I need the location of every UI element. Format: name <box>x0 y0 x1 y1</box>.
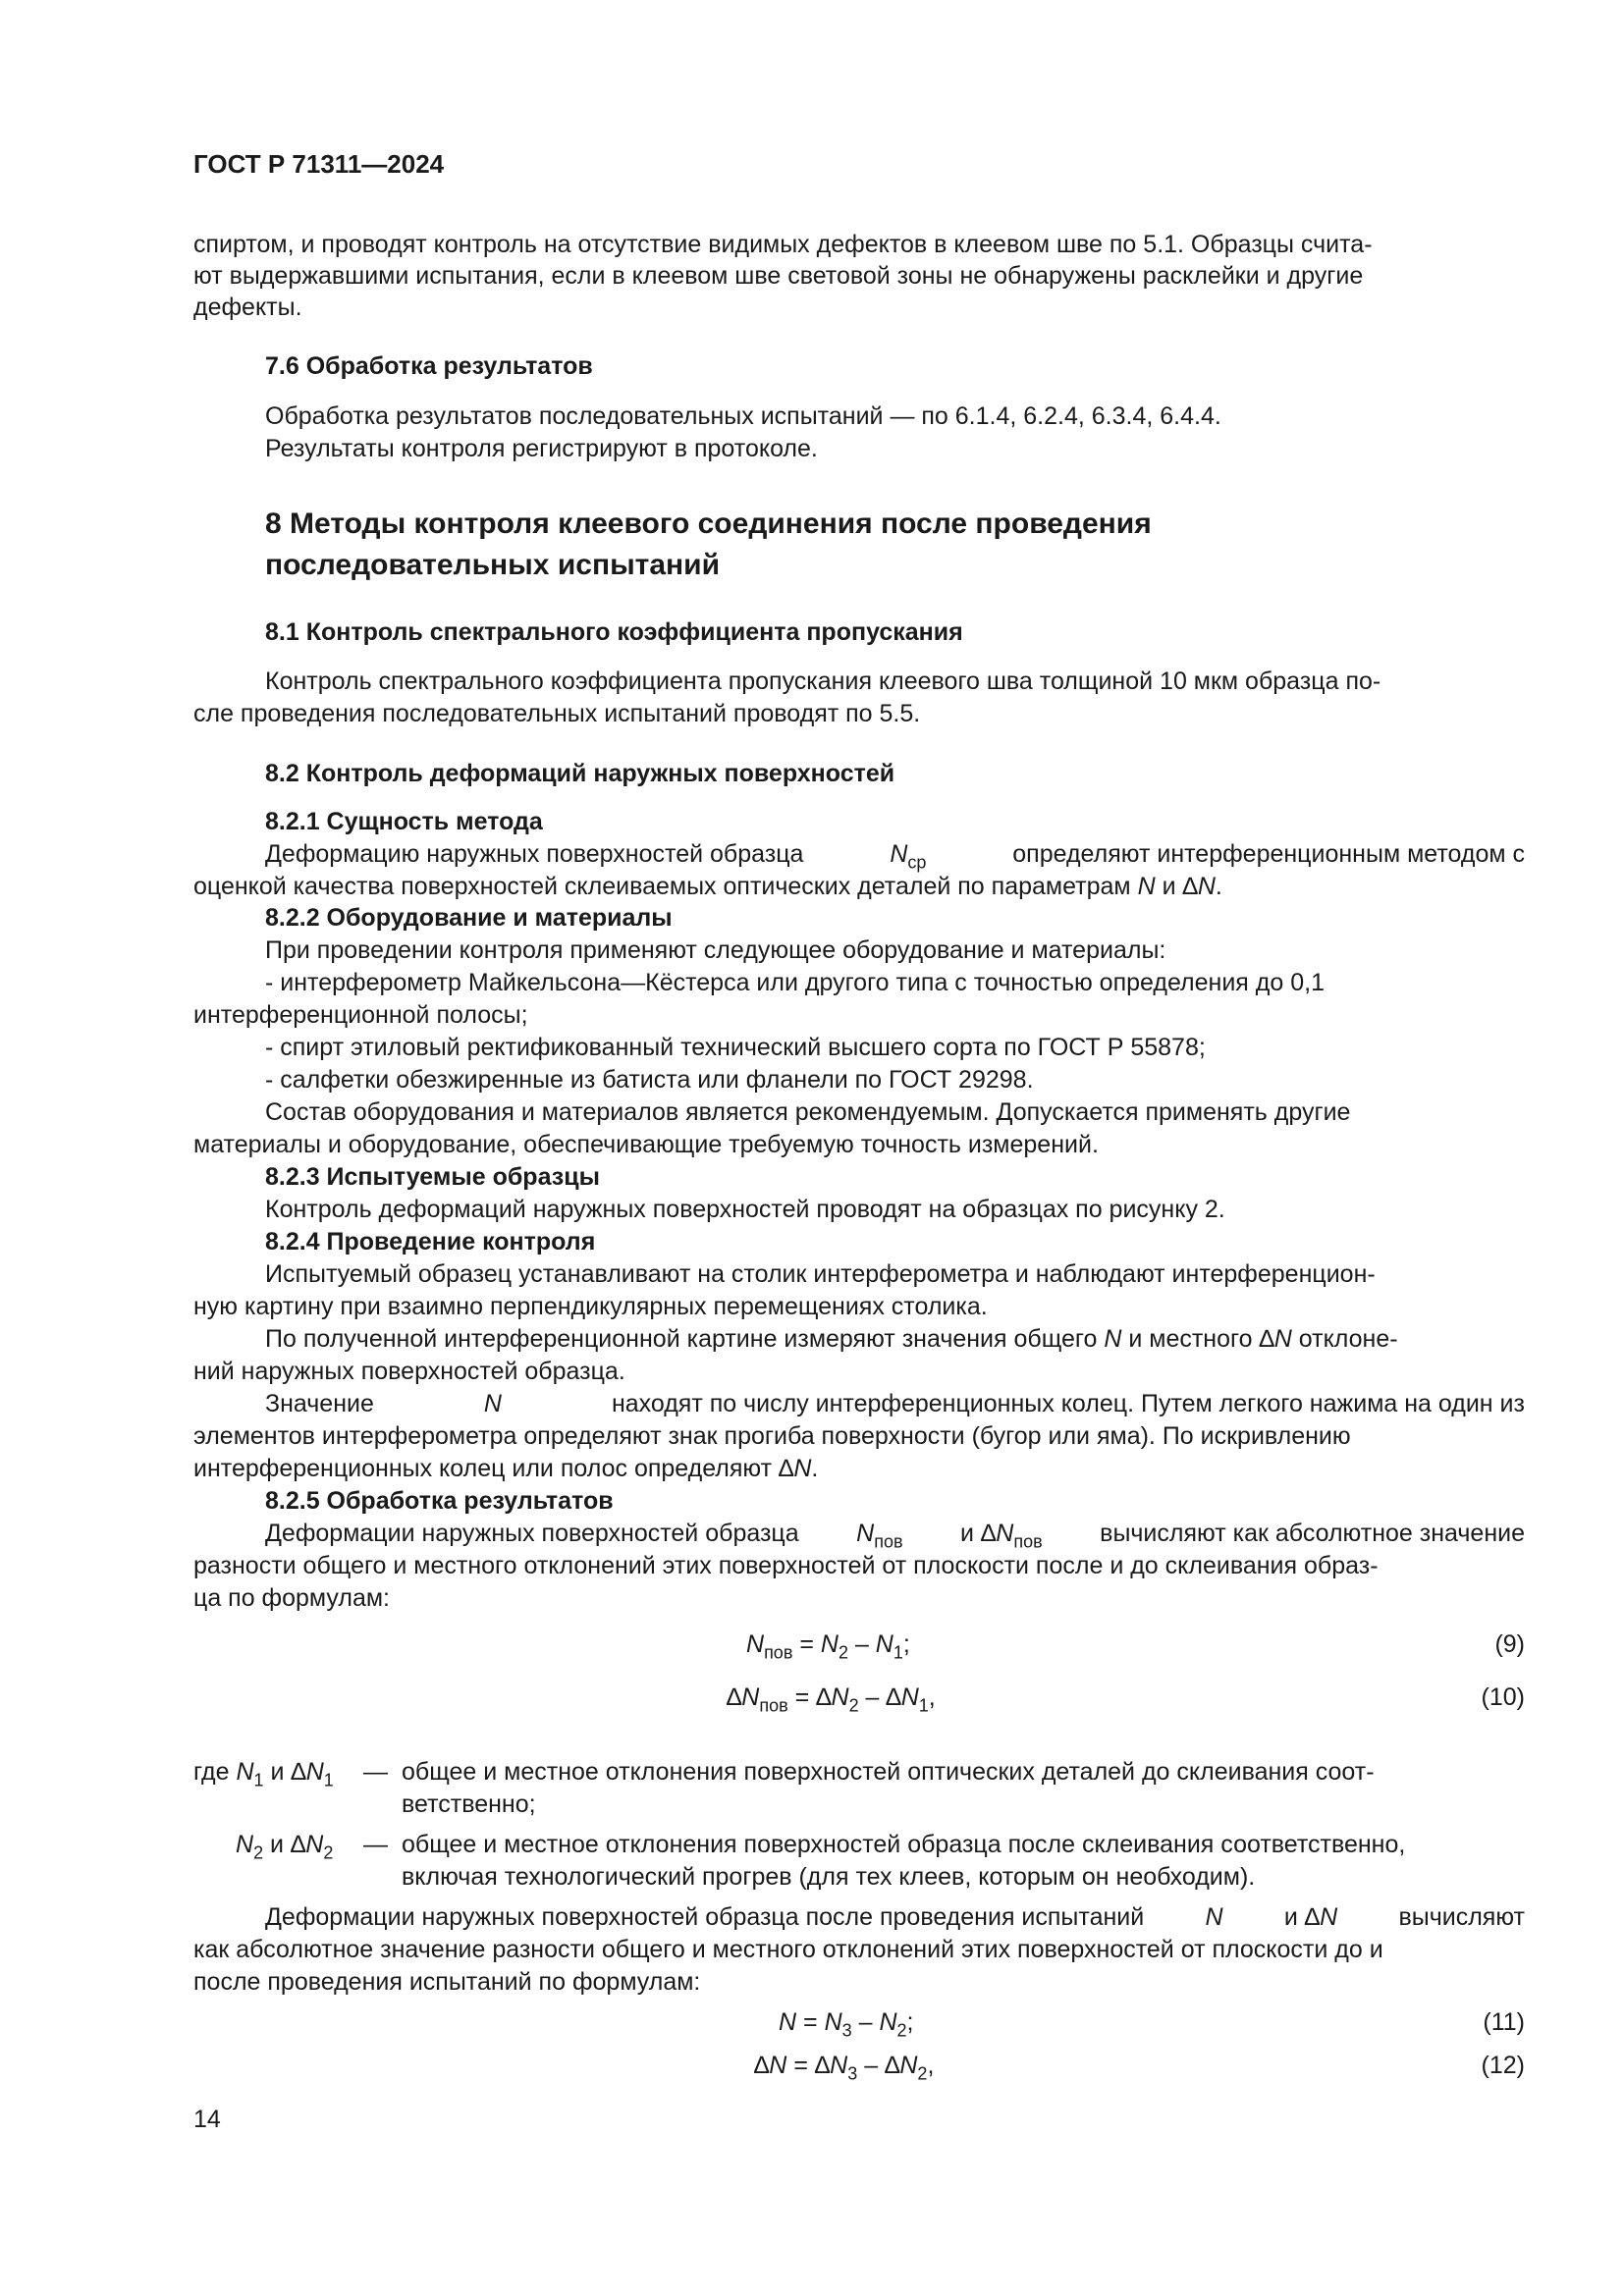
text-line: ют выдержавшими испытания, если в клеевом шве световой зоны не обнаружены расклейки и другие <box>193 262 1364 290</box>
text-line: Состав оборудования и материалов является рекомендуемым. Допускается применять другие <box>265 1098 1351 1126</box>
definition-text: включая технологический прогрев (для тех клеев, которым он необходим). <box>402 1863 1256 1891</box>
text-line: ную картину при взаимно перпендикулярных перемещениях столика. <box>193 1293 988 1320</box>
equation-number: (10) <box>1481 1683 1525 1711</box>
list-item: - салфетки обезжиренные из батиста или фланели по ГОСТ 29298. <box>265 1066 1034 1094</box>
definition-symbol: $N_2$ и $\Delta N_2$ <box>236 1831 334 1863</box>
text-line: Обработка результатов последовательных испытаний — по 6.1.4, 6.2.4, 6.3.4, 6.4.4. <box>265 402 1221 430</box>
section-heading-8-line2: последовательных испытаний <box>265 549 721 581</box>
text-line: как абсолютное значение разности общего и местного отклонений этих поверхностей от плоскости до и <box>193 1936 1383 1963</box>
text-line: разности общего и местного отклонений этих поверхностей от плоскости после и до склеивания образ- <box>193 1552 1379 1579</box>
section-heading-8-1: 8.1 Контроль спектрального коэффициента пропускания <box>265 618 963 646</box>
definition-text: общее и местное отклонения поверхностей оптических деталей до склеивания соот- <box>402 1758 1375 1786</box>
equation-10: $\Delta N_{пов} = \Delta N_2 - \Delta N_1$, (10) <box>727 1681 1525 1714</box>
definition-text: ветственно; <box>402 1790 536 1818</box>
text-line: интерференционных колец или полос определяют ∆N. <box>193 1455 819 1482</box>
text-line: Результаты контроля регистрируют в протоколе. <box>265 435 818 462</box>
text-line: Значение N находят по числу интерференционных колец. Путем легкого нажима на один из <box>265 1390 1525 1417</box>
text-line: Деформации наружных поверхностей образца $N_{пов}$ и $\Delta N_{пов}$ вычисляют как абсолютное значение <box>265 1520 1525 1552</box>
dash: — <box>363 1758 388 1786</box>
dash: — <box>363 1831 388 1858</box>
equation-11: $N = N_3 - N_2$; (11) <box>779 2005 1525 2039</box>
section-heading-8-2-3: 8.2.3 Испытуемые образцы <box>265 1163 600 1191</box>
page-number: 14 <box>193 2106 221 2133</box>
equation-9: $N_{пов} = N_2 - N_1$; (9) <box>746 1628 1525 1661</box>
equation-number: (11) <box>1483 2008 1525 2036</box>
text-line: материалы и оборудование, обеспечивающие требуемую точность измерений. <box>193 1131 1099 1158</box>
text-line: По полученной интерференционной картине измеряют значения общего N и местного ∆N отклоне- <box>265 1325 1398 1353</box>
list-item: - спирт этиловый ректификованный технический высшего сорта по ГОСТ Р 55878; <box>265 1034 1206 1061</box>
text-line: Контроль деформаций наружных поверхностей проводят на образцах по рисунку 2. <box>265 1196 1225 1223</box>
section-heading-8-2-4: 8.2.4 Проведение контроля <box>265 1228 596 1255</box>
text-line: после проведения испытаний по формулам: <box>193 1968 701 1996</box>
equation-number: (9) <box>1494 1630 1525 1658</box>
text-line: Испытуемый образец устанавливают на столик интерферометра и наблюдают интерференцион- <box>265 1260 1376 1288</box>
text-line: элементов интерферометра определяют знак прогиба поверхности (бугор или яма). По искривлению <box>193 1422 1351 1450</box>
text-line: Деформацию наружных поверхностей образца $N_{ср}$ определяют интерференционным методом с <box>265 840 1525 873</box>
definition-text: общее и местное отклонения поверхностей образца после склеивания соответственно, <box>402 1831 1406 1858</box>
text-line: ца по формулам: <box>193 1584 390 1612</box>
section-heading-8-2-2: 8.2.2 Оборудование и материалы <box>265 904 673 932</box>
section-heading-8: 8 Методы контроля клеевого соединения после проведения <box>265 507 1152 540</box>
section-heading-8-2-1: 8.2.1 Сущность метода <box>265 808 543 835</box>
section-heading-8-2: 8.2 Контроль деформаций наружных поверхностей <box>265 760 895 787</box>
doc-header: ГОСТ Р 71311—2024 <box>193 149 445 179</box>
list-item: - интерферометр Майкельсона—Кёстерса или другого типа с точностью определения до 0,1 <box>265 969 1325 996</box>
text-line: Контроль спектрального коэффициента пропускания клеевого шва толщиной 10 мкм образца по- <box>265 667 1381 695</box>
where-label: где $N_1$ и $\Delta N_1$ <box>193 1758 334 1790</box>
text-line: При проведении контроля применяют следующее оборудование и материалы: <box>265 936 1166 964</box>
text-line: сле проведения последовательных испытаний проводят по 5.5. <box>193 700 921 727</box>
text-line: спиртом, и проводят контроль на отсутствие видимых дефектов в клеевом шве по 5.1. Образцы счита- <box>193 231 1373 258</box>
text-line: дефекты. <box>193 294 302 321</box>
equation-number: (12) <box>1481 2052 1525 2079</box>
text-line: интерференционной полосы; <box>193 1001 528 1029</box>
text-line: оценкой качества поверхностей склеиваемых оптических деталей по параметрам N и ∆N. <box>193 873 1222 900</box>
section-heading-8-2-5: 8.2.5 Обработка результатов <box>265 1487 614 1515</box>
equation-12: $\Delta N = \Delta N_3 - \Delta N_2$, (12) <box>754 2049 1525 2082</box>
text-line: ний наружных поверхностей образца. <box>193 1358 625 1385</box>
text-line: Деформации наружных поверхностей образца после проведения испытаний N и ∆N вычисляют <box>265 1903 1525 1931</box>
section-heading-7-6: 7.6 Обработка результатов <box>265 352 593 380</box>
